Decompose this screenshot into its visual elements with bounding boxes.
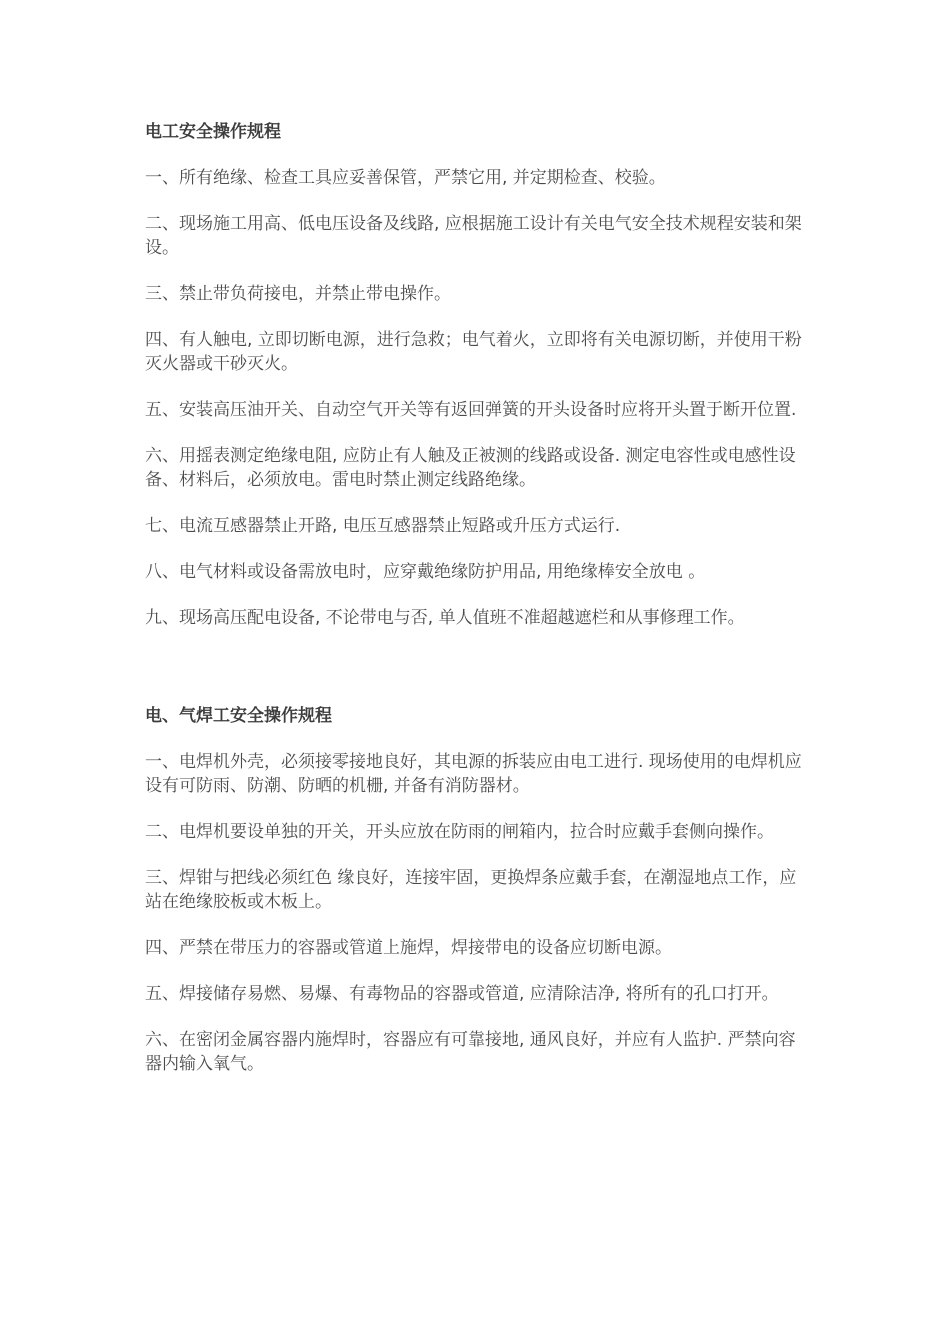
- rule-paragraph: 五、安装高压油开关、自动空气开关等有返回弹簧的开头设备时应将开头置于断开位置.: [145, 400, 797, 420]
- document-content: [145, 120, 810, 1098]
- rule-paragraph: 一、电焊机外壳，必须接零接地良好，其电源的拆装应由电工进行. 现场使用的电焊机应设有可防雨、防潮、防晒的机栅, 并备有消防器材。: [145, 752, 802, 796]
- rule-paragraph: 三、禁止带负荷接电，并禁止带电操作。: [145, 284, 451, 304]
- rule-paragraph: 二、电焊机要设单独的开关，开头应放在防雨的闸箱内，拉合时应戴手套侧向操作。: [145, 822, 774, 842]
- section-title: 电、气焊工安全操作规程: [145, 706, 332, 726]
- rule-paragraph: 六、在密闭金属容器内施焊时，容器应有可靠接地, 通风良好，并应有人监护. 严禁向容器内输入氧气。: [145, 1030, 796, 1074]
- rule-paragraph: 四、严禁在带压力的容器或管道上施焊，焊接带电的设备应切断电源。: [145, 938, 672, 958]
- section-electrician: [145, 120, 810, 630]
- rule-paragraph: 四、有人触电, 立即切断电源，进行急救；电气着火，立即将有关电源切断，并使用干粉灭火器或干砂灭火。: [145, 330, 802, 374]
- section-welder: [145, 704, 810, 1076]
- section-spacer: [145, 652, 810, 704]
- rule-paragraph: 六、用摇表测定绝缘电阻, 应防止有人触及正被测的线路或设备. 测定电容性或电感性设备、材料后，必须放电。雷电时禁止测定线路绝缘。: [145, 446, 796, 490]
- rule-paragraph: 五、焊接储存易燃、易爆、有毒物品的容器或管道, 应清除洁净, 将所有的孔口打开。: [145, 984, 779, 1004]
- rule-paragraph: 七、电流互感器禁止开路, 电压互感器禁止短路或升压方式运行.: [145, 516, 621, 536]
- rule-paragraph: 九、现场高压配电设备, 不论带电与否, 单人值班不准超越遮栏和从事修理工作。: [145, 608, 745, 628]
- rule-paragraph: 一、所有绝缘、检查工具应妥善保管，严禁它用, 并定期检查、校验。: [145, 168, 666, 188]
- rule-paragraph: 三、焊钳与把线必须红色 缘良好，连接牢固，更换焊条应戴手套，在潮湿地点工作，应站在绝缘胶板或木板上。: [145, 868, 797, 912]
- rule-paragraph: 八、电气材料或设备需放电时，应穿戴绝缘防护用品, 用绝缘棒安全放电 。: [145, 562, 706, 582]
- rule-paragraph: 二、现场施工用高、低电压设备及线路, 应根据施工设计有关电气安全技术规程安装和架设。: [145, 214, 802, 258]
- section-title: 电工安全操作规程: [145, 122, 281, 142]
